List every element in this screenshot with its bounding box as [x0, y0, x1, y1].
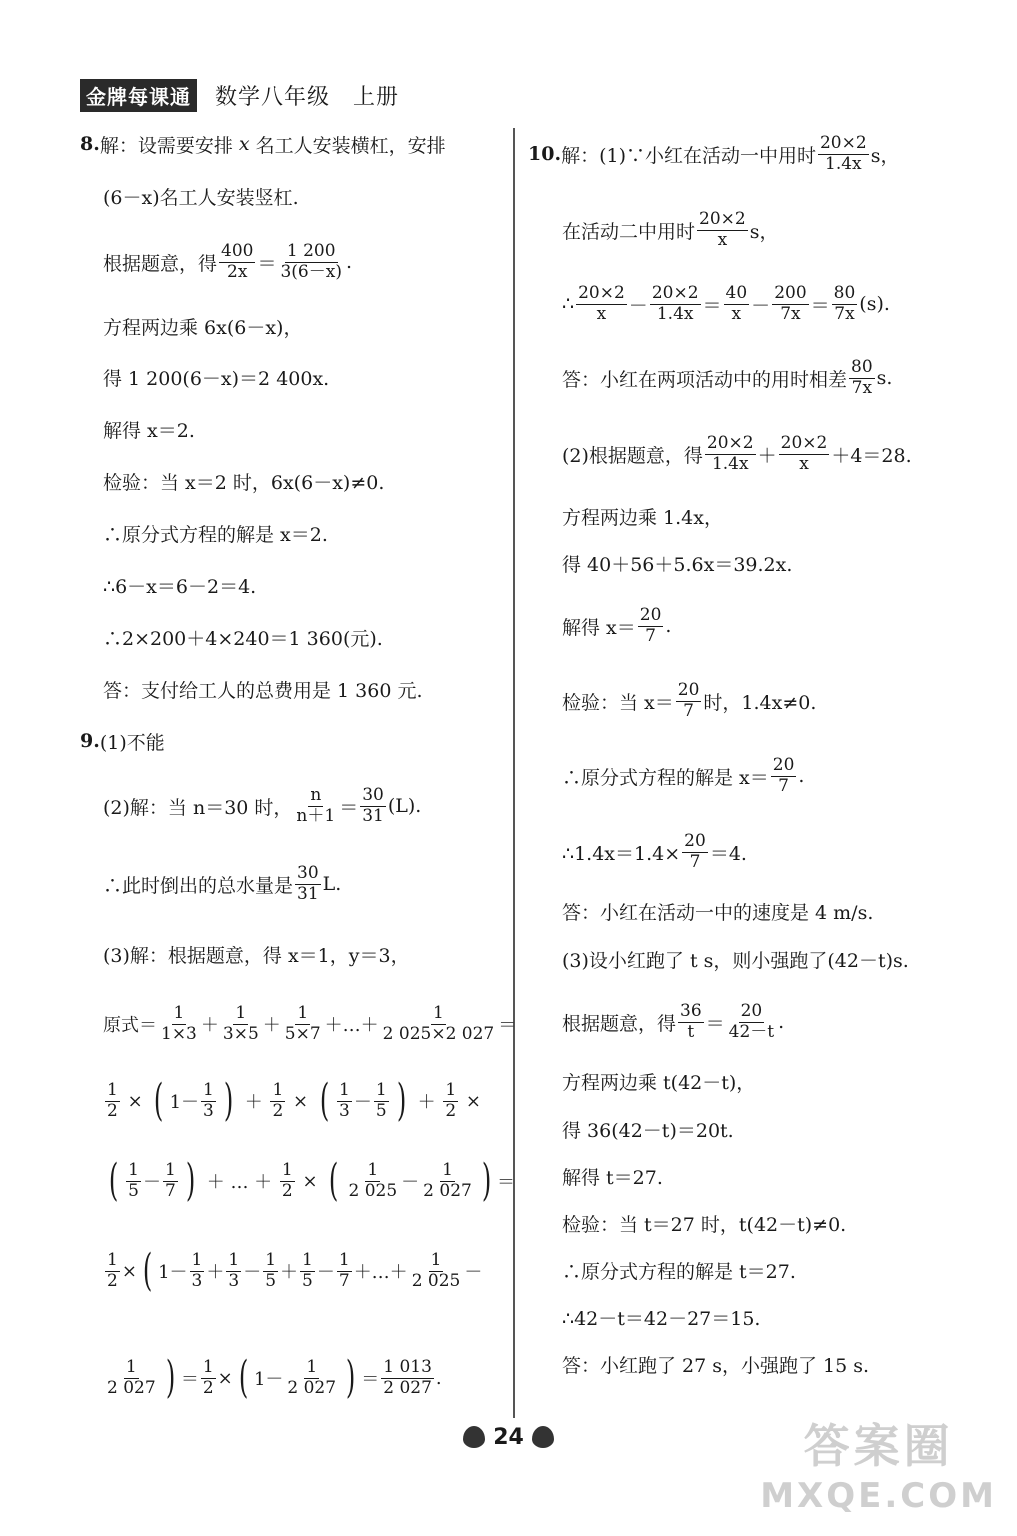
num: 30	[297, 862, 319, 883]
text: ∴	[562, 293, 575, 315]
paren: )	[345, 1352, 356, 1403]
period: .	[435, 1367, 442, 1389]
den: 3	[191, 1270, 203, 1291]
num: n	[310, 784, 322, 805]
fraction	[443, 1081, 458, 1121]
fraction	[650, 284, 701, 324]
fraction	[126, 1161, 141, 1201]
q8-line-9: ∴6－x＝6－2＝4.	[103, 575, 257, 598]
op: ×	[121, 1260, 137, 1282]
q10-line-9	[562, 675, 816, 727]
paren: (	[319, 1075, 330, 1126]
num: 1	[433, 1002, 444, 1023]
num: 1	[128, 1159, 139, 1180]
q10-line-6: 方程两边乘 1.4x，	[562, 506, 723, 529]
text: 原式＝	[103, 1015, 157, 1036]
q9-line-1	[80, 715, 165, 767]
q8-number: 8.	[80, 133, 100, 155]
text: ＋4＝28.	[831, 444, 912, 467]
num: 1	[272, 1079, 284, 1100]
fraction	[285, 1358, 338, 1398]
den: 7	[778, 775, 789, 796]
fraction	[294, 786, 337, 826]
q8-line-8: ∴原分式方程的解是 x＝2.	[103, 523, 328, 546]
q9-line-6	[103, 1075, 481, 1127]
text: ∴此时倒出的总水量是	[103, 874, 294, 897]
num: 20×2	[819, 132, 867, 153]
den: x	[799, 453, 809, 474]
den: 7	[645, 625, 656, 646]
eq: ＝	[339, 796, 359, 819]
q10-line-15: 方程两边乘 t(42－t)，	[562, 1071, 756, 1094]
text: 在活动二中用时	[562, 220, 696, 243]
num: 1	[375, 1079, 387, 1100]
fraction	[283, 1004, 323, 1044]
fraction	[278, 242, 343, 282]
q9-line-3	[103, 858, 341, 910]
fraction	[832, 284, 858, 324]
op: ＋	[417, 1092, 436, 1113]
fraction	[697, 210, 748, 250]
text: 答：小红在两项活动中的用时相差	[562, 368, 848, 391]
q9-line-8	[103, 1245, 482, 1297]
num: 20	[740, 1000, 763, 1021]
q10-line-5	[562, 428, 912, 480]
period: .	[665, 615, 672, 637]
fraction	[818, 134, 869, 174]
q10-line-12: 答：小红在活动一中的速度是 4 m/s.	[562, 901, 874, 924]
den: 1×3	[161, 1023, 197, 1044]
fraction	[201, 1358, 216, 1398]
num: 1	[445, 1079, 457, 1100]
paren: )	[481, 1155, 492, 1206]
op: ×	[302, 1170, 318, 1192]
column-divider	[513, 128, 515, 1418]
den: x	[596, 303, 607, 324]
q10-line-13: (3)设小红跑了 t s，则小强跑了(42－t)s.	[562, 949, 909, 972]
den: 3	[339, 1100, 350, 1121]
den: 2	[281, 1180, 293, 1201]
text: L.	[322, 873, 342, 895]
text: 名工人安装横杠，安排	[255, 134, 446, 157]
op: －	[316, 1262, 335, 1283]
fraction	[410, 1251, 463, 1291]
fraction	[201, 1081, 216, 1121]
q10-line-10	[562, 750, 804, 802]
den: 2 027	[107, 1377, 156, 1398]
q10-line-3	[562, 278, 890, 330]
num: 1	[367, 1159, 379, 1180]
op: －	[243, 1262, 262, 1283]
text: (s).	[859, 293, 890, 315]
den: 3×5	[222, 1023, 259, 1044]
text: 根据题意，得	[103, 252, 218, 275]
text: (1)不能	[99, 731, 165, 754]
paren: )	[396, 1075, 407, 1126]
den: 2	[272, 1100, 284, 1121]
fraction	[724, 284, 750, 324]
fraction	[295, 864, 321, 904]
op: ＋	[262, 1015, 281, 1036]
fraction	[381, 1358, 434, 1398]
q10-line-1	[528, 128, 899, 180]
den: 2	[202, 1377, 214, 1398]
num: 20	[684, 830, 706, 851]
watermark-line-2: MXQE.COM	[760, 1476, 997, 1516]
num: 1	[125, 1356, 137, 1377]
num: 1	[203, 1079, 214, 1100]
q9-line-4: (3)解：根据题意，得 x＝1，y＝3，	[103, 944, 410, 967]
num: 1	[339, 1079, 350, 1100]
fraction	[226, 1251, 241, 1291]
q10-number: 10.	[528, 143, 562, 165]
den: n＋1	[296, 805, 336, 826]
fraction	[219, 242, 255, 282]
num: 1	[265, 1249, 277, 1270]
den: 5	[375, 1100, 387, 1121]
paren: (	[329, 1155, 339, 1206]
den: 2 025	[411, 1270, 461, 1291]
num: 20×2	[651, 282, 699, 303]
den: 5	[128, 1180, 139, 1201]
den: 1.4x	[711, 453, 749, 474]
num: 1	[235, 1002, 247, 1023]
fraction	[221, 1004, 261, 1044]
op: ＋	[280, 1262, 299, 1283]
den: 31	[297, 883, 319, 904]
den: x	[731, 303, 742, 324]
subject-label: 数学八年级 上册	[215, 84, 400, 110]
paren: (	[238, 1352, 249, 1403]
q10-line-7: 得 40＋56＋5.6x＝39.2x.	[562, 553, 793, 576]
fraction	[779, 434, 830, 474]
den: t	[687, 1021, 695, 1042]
den: 2 027	[423, 1180, 472, 1201]
page-header	[80, 80, 399, 110]
den: 31	[362, 805, 384, 826]
num: 1	[430, 1249, 442, 1270]
den: 2x	[227, 261, 248, 282]
op: －	[401, 1172, 420, 1193]
den: 3	[203, 1100, 214, 1121]
den: 2	[107, 1100, 118, 1121]
text: 时，1.4x≠0.	[703, 691, 817, 714]
den: 3	[228, 1270, 240, 1291]
text: 解：(1)∵小红在活动一中用时	[561, 144, 816, 167]
den: 2	[445, 1100, 457, 1121]
fraction	[676, 681, 702, 721]
eq: ＝	[497, 1172, 515, 1193]
op: －	[464, 1262, 483, 1283]
q8-line-10: ∴2×200＋4×240＝1 360(元).	[103, 627, 383, 650]
q8-line-7: 检验：当 x＝2 时，6x(6－x)≠0.	[103, 471, 385, 494]
num: 200	[774, 282, 807, 303]
num: 1	[302, 1249, 313, 1270]
num: 20×2	[780, 432, 828, 453]
paren: )	[165, 1352, 175, 1403]
q10-line-17: 解得 t＝27.	[562, 1166, 663, 1189]
paren: )	[185, 1155, 196, 1206]
op: ＋ … ＋	[206, 1172, 273, 1193]
period: .	[778, 1011, 785, 1033]
fraction	[346, 1161, 399, 1201]
text: (2)解：当 n＝30 时，	[103, 796, 293, 819]
var-x: x	[238, 133, 250, 155]
num: 20	[772, 754, 795, 775]
den: 2 025×2 027	[382, 1023, 495, 1044]
paren: )	[223, 1075, 234, 1126]
num: 20×2	[699, 208, 746, 229]
fraction	[381, 1004, 497, 1044]
paren: (	[142, 1245, 153, 1296]
q9-line-2	[103, 780, 421, 832]
text: 根据题意，得	[562, 1012, 677, 1035]
fraction	[263, 1251, 278, 1291]
num: 1	[306, 1356, 318, 1377]
fraction	[105, 1081, 120, 1121]
den: 5	[265, 1270, 277, 1291]
den: x	[717, 229, 728, 250]
num: 20	[639, 604, 662, 625]
num: 1	[165, 1159, 176, 1180]
q8-line-4: 方程两边乘 6x(6－x)，	[103, 316, 303, 339]
watermark-line-1: 答案圈	[803, 1419, 954, 1473]
fraction	[421, 1161, 474, 1201]
q10-line-16: 得 36(42－t)＝20t.	[562, 1119, 734, 1142]
period: .	[798, 765, 805, 787]
num: 1	[442, 1159, 453, 1180]
den: 2 027	[383, 1377, 432, 1398]
q10-line-11	[562, 826, 747, 878]
q8-line-2: (6－x)名工人安装竖杠.	[103, 186, 299, 209]
q8-line-11: 答：支付给工人的总费用是 1 360 元.	[103, 679, 423, 702]
op: ×	[217, 1367, 233, 1389]
text: s.	[876, 367, 893, 389]
op: －	[751, 294, 771, 317]
fraction	[280, 1161, 295, 1201]
q8-line-1	[80, 118, 446, 170]
num: 36	[680, 1000, 702, 1021]
fraction	[849, 358, 875, 398]
fraction	[159, 1004, 199, 1044]
q10-line-8	[562, 600, 671, 652]
op: －	[353, 1092, 372, 1113]
num: 1	[191, 1249, 203, 1270]
den: 42－t	[728, 1021, 775, 1042]
num: 80	[833, 282, 856, 303]
brand-label: 金牌每课通	[80, 79, 197, 112]
eq: ＝	[702, 294, 722, 317]
den: 2	[107, 1270, 118, 1291]
fraction	[337, 1251, 352, 1291]
q8-line-5: 得 1 200(6－x)＝2 400x.	[103, 367, 330, 390]
text: 1－	[158, 1262, 188, 1283]
leaf-icon	[532, 1426, 554, 1448]
fraction	[105, 1251, 120, 1291]
den: 3(6－x)	[280, 261, 342, 282]
num: 20×2	[706, 432, 754, 453]
num: 1	[107, 1249, 118, 1270]
fraction	[374, 1081, 389, 1121]
leaf-icon	[463, 1426, 485, 1448]
op: ＋	[757, 444, 777, 467]
eq: ＝	[705, 1012, 725, 1035]
paren: (	[108, 1155, 119, 1206]
fraction	[705, 434, 756, 474]
text: s，	[870, 144, 900, 167]
num: 40	[725, 282, 748, 303]
period: .	[345, 251, 353, 273]
q8-line-6: 解得 x＝2.	[103, 419, 195, 442]
num: 1	[107, 1079, 118, 1100]
text: (L).	[387, 795, 422, 817]
fraction	[105, 1358, 158, 1398]
den: 7x	[780, 303, 801, 324]
eq: ＝	[810, 294, 830, 317]
text: ＝4.	[709, 842, 747, 865]
q10-line-2	[562, 204, 778, 256]
num: 80	[851, 356, 873, 377]
den: 5	[302, 1270, 313, 1291]
num: 1 200	[286, 240, 336, 261]
num: 30	[362, 784, 384, 805]
q10-line-14	[562, 996, 784, 1048]
paren: (	[154, 1075, 164, 1126]
text: (2)根据题意，得	[562, 444, 703, 467]
op: －	[143, 1172, 161, 1193]
text: ∴原分式方程的解是 x＝	[562, 766, 769, 789]
q9-line-9	[103, 1352, 442, 1404]
num: 1	[202, 1356, 214, 1377]
op: ＋	[244, 1092, 263, 1113]
op: ＋	[206, 1262, 225, 1283]
op: －	[628, 294, 648, 317]
fraction	[772, 284, 808, 324]
op: ＋…＋	[324, 1015, 379, 1036]
op: ＋	[200, 1015, 219, 1036]
fraction	[771, 756, 797, 796]
num: 20	[677, 679, 700, 700]
den: 7x	[851, 377, 873, 398]
fraction	[190, 1251, 205, 1291]
num: 1	[338, 1249, 350, 1270]
fraction	[300, 1251, 315, 1291]
op: ×	[293, 1090, 309, 1112]
den: 1.4x	[825, 153, 862, 174]
num: 400	[221, 240, 254, 261]
num: 20×2	[578, 282, 625, 303]
fraction	[638, 606, 664, 646]
q9-line-7	[103, 1155, 515, 1207]
q10-line-19: ∴原分式方程的解是 t＝27.	[562, 1260, 796, 1283]
den: 5×7	[284, 1023, 321, 1044]
fraction	[678, 1002, 704, 1042]
den: 7	[683, 700, 694, 721]
q9-line-5	[103, 998, 516, 1050]
eq: ＝	[257, 252, 277, 275]
den: 7	[165, 1180, 176, 1201]
q10-line-20: ∴42－t＝42－27＝15.	[562, 1307, 761, 1330]
watermark	[760, 1410, 997, 1516]
q9-number: 9.	[80, 730, 100, 752]
fraction	[337, 1081, 352, 1121]
fraction	[682, 832, 708, 872]
num: 1	[173, 1002, 185, 1023]
den: 7	[689, 851, 701, 872]
text: ∴1.4x＝1.4×	[562, 842, 681, 865]
q8-line-3	[103, 236, 352, 288]
op: ＋…＋	[353, 1262, 408, 1283]
op: ×	[465, 1090, 481, 1112]
num: 1	[228, 1249, 240, 1270]
fraction	[163, 1161, 178, 1201]
text: 检验：当 x＝	[562, 691, 674, 714]
den: 7x	[834, 303, 855, 324]
op: ×	[127, 1090, 143, 1112]
den: 7	[338, 1270, 350, 1291]
den: 1.4x	[656, 303, 694, 324]
page-number: 24	[493, 1425, 524, 1450]
den: 2 025	[348, 1180, 398, 1201]
q10-line-18: 检验：当 t＝27 时，t(42－t)≠0.	[562, 1213, 847, 1236]
text: s，	[749, 220, 779, 243]
eq: ＝	[498, 1015, 517, 1036]
num: 1	[281, 1159, 293, 1180]
q10-line-21: 答：小红跑了 27 s，小强跑了 15 s.	[562, 1354, 870, 1377]
eq: ＝	[180, 1369, 199, 1390]
text: 解得 x＝	[562, 616, 636, 639]
q10-line-4	[562, 352, 892, 404]
text: 解：设需要安排	[99, 134, 233, 157]
num: 1	[297, 1002, 309, 1023]
fraction	[270, 1081, 285, 1121]
den: 2 027	[287, 1377, 337, 1398]
fraction	[360, 786, 386, 826]
text: 1－	[253, 1369, 284, 1390]
text: 1－	[169, 1092, 200, 1113]
num: 1 013	[383, 1356, 432, 1377]
eq: ＝	[361, 1369, 380, 1390]
fraction	[576, 284, 627, 324]
fraction	[727, 1002, 776, 1042]
